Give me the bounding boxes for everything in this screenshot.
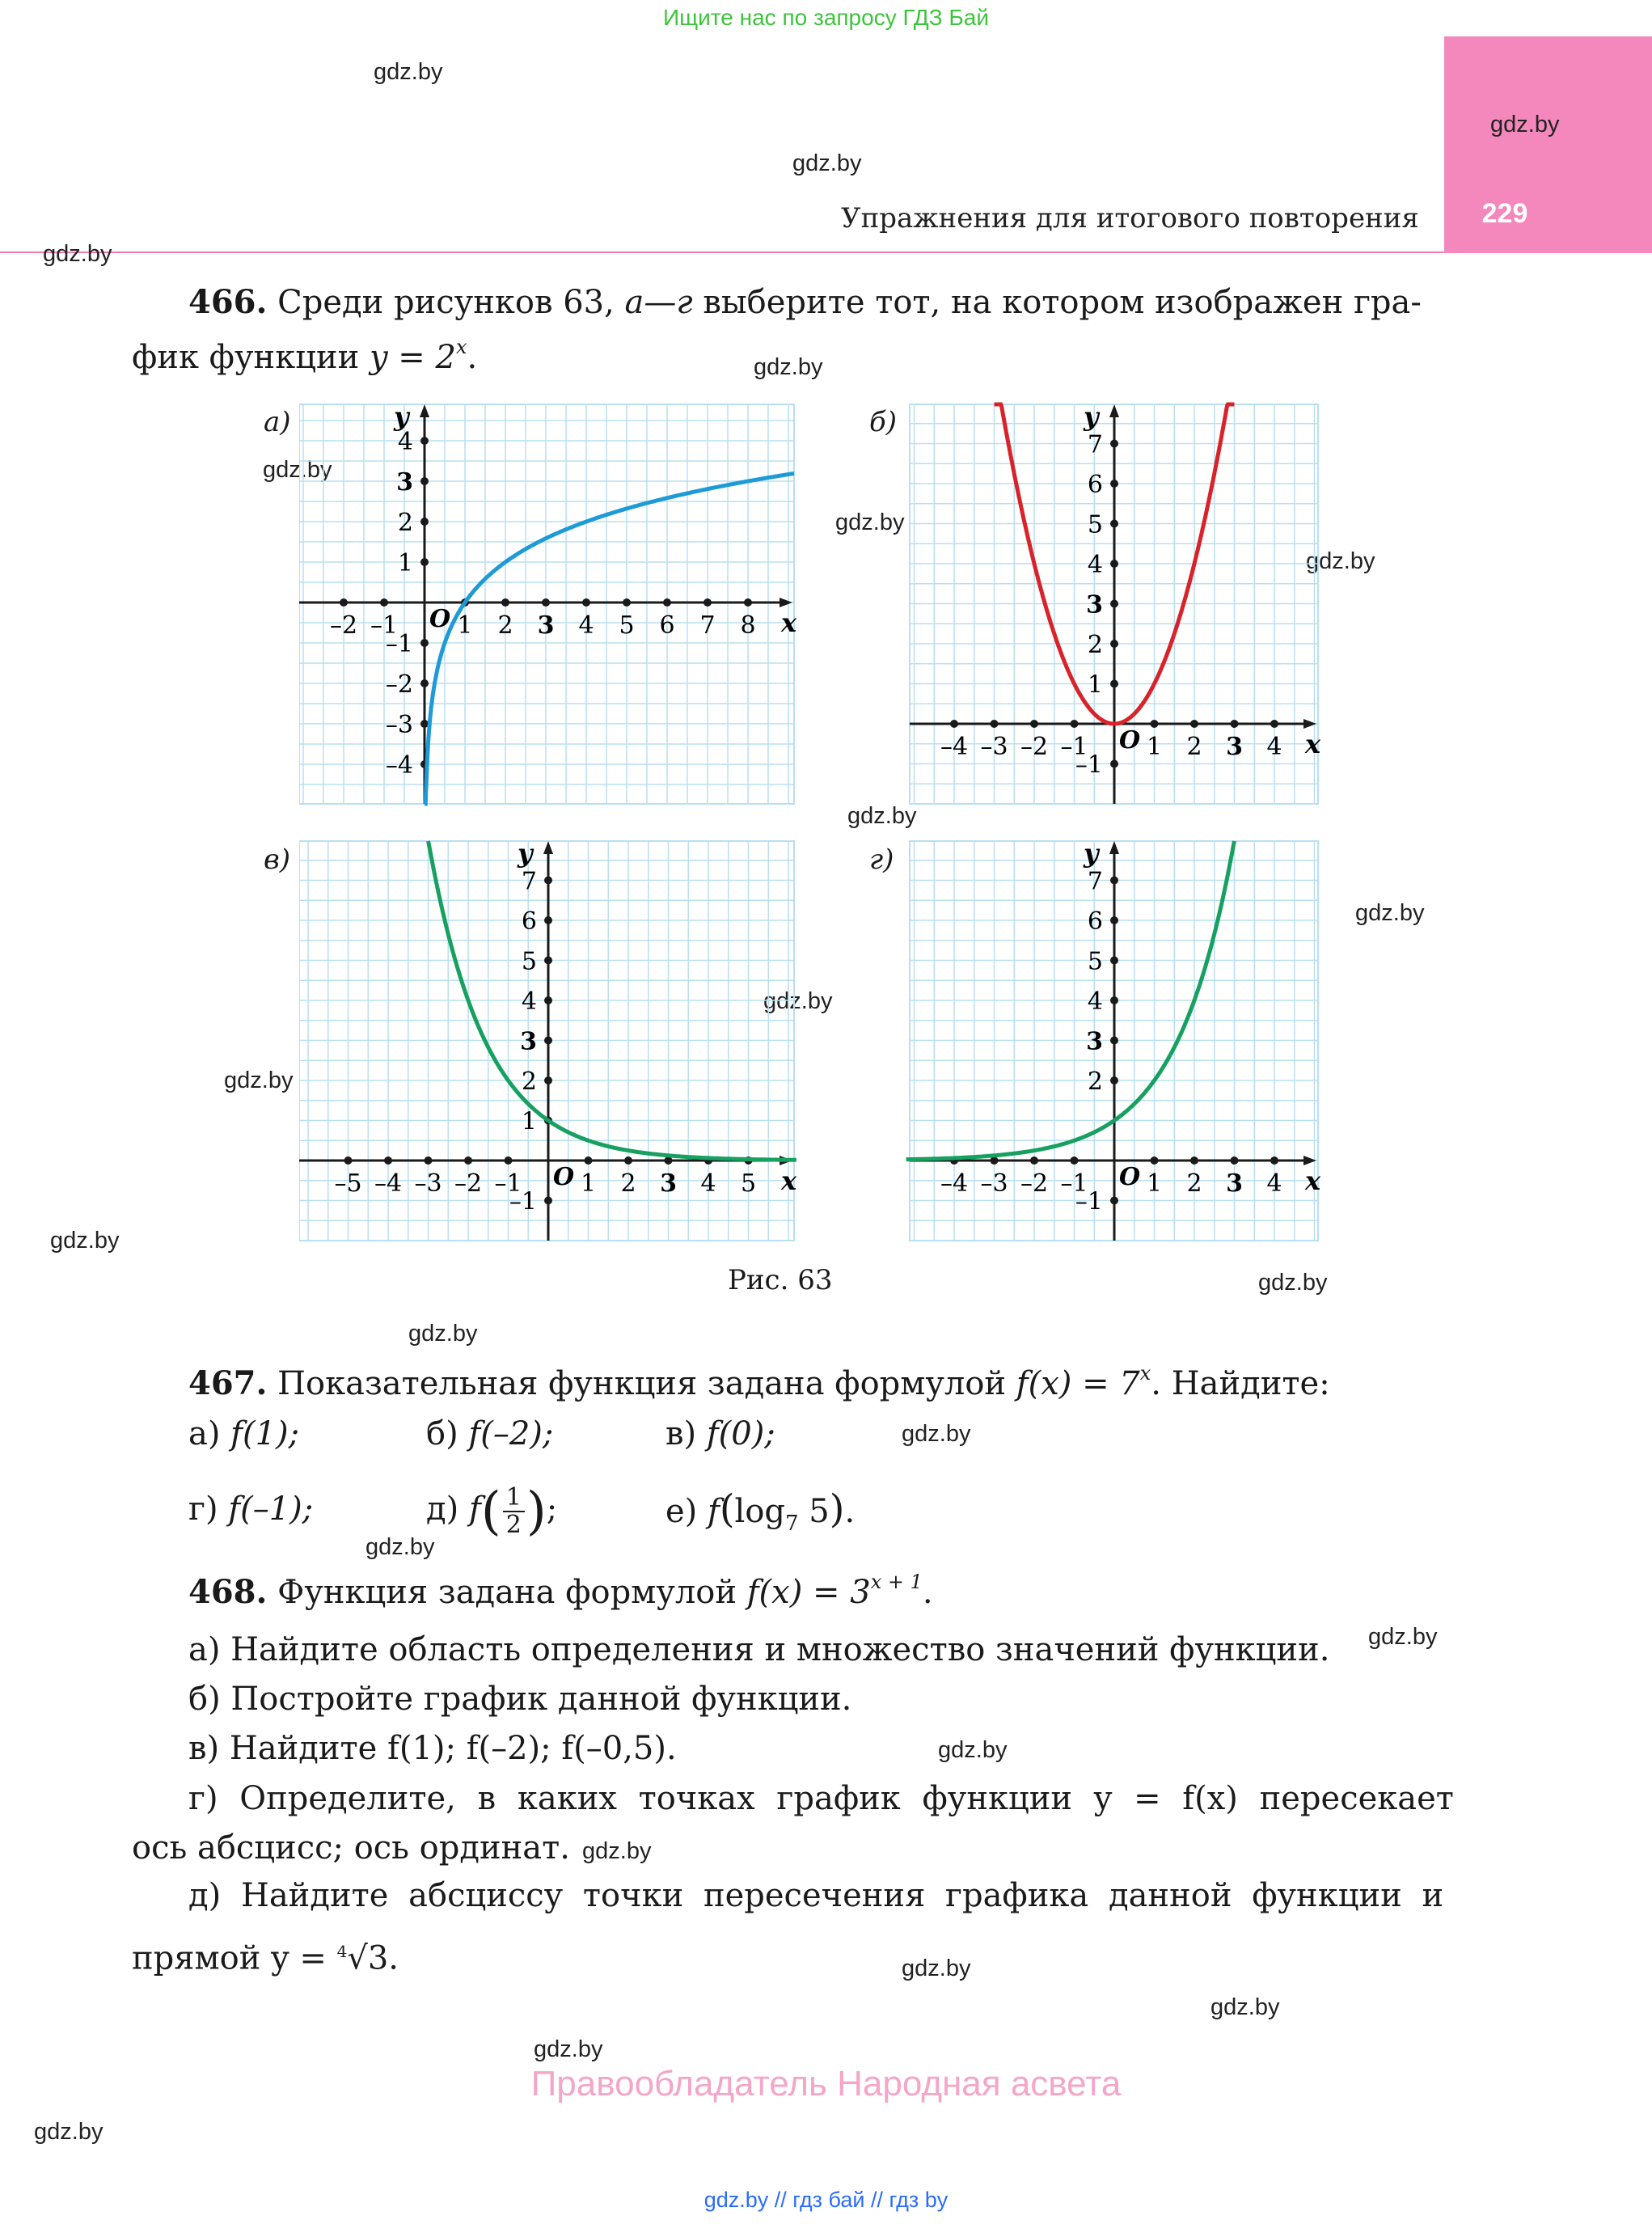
y-tick-label: 4	[1087, 987, 1103, 1016]
period: .	[388, 1939, 399, 1977]
ex466-text-end: выберите тот, на котором изображен гра-	[692, 284, 1422, 321]
ex466-exponent: x	[455, 336, 467, 358]
x-tick-dot	[505, 1156, 513, 1165]
paren-right: )	[526, 1482, 547, 1541]
item-expr: f(–1);	[228, 1490, 314, 1528]
x-tick-label: 3	[1226, 733, 1243, 761]
y-tick-dot	[1110, 520, 1118, 528]
top-banner: Ищите нас по запросу ГДЗ Бай	[662, 5, 990, 30]
ex467-item-v	[665, 1411, 775, 1457]
y-tick-dot	[1110, 877, 1118, 885]
x-tick-label: –2	[454, 1169, 483, 1198]
y-tick-label: 1	[521, 1107, 537, 1136]
y-axis-arrow	[420, 404, 429, 417]
y-tick-dot	[1110, 1076, 1118, 1085]
item-expr: f	[468, 1490, 481, 1528]
ex466-letters: а—г	[624, 284, 693, 321]
watermark: gdz.by	[34, 2119, 104, 2145]
y-tick-dot	[544, 1197, 552, 1205]
y-tick-label: –1	[1075, 1187, 1103, 1216]
y-tick-label: 5	[521, 947, 537, 976]
fraction-numerator: 1	[503, 1485, 525, 1512]
x-tick-label: 1	[457, 611, 473, 640]
x-tick-label: –2	[1020, 733, 1049, 761]
y-tick-label: 4	[1087, 551, 1103, 579]
watermark: gdz.by	[534, 2036, 603, 2062]
y-tick-dot	[420, 679, 429, 687]
rights-holder: Правообладатель Народная асвета	[530, 2064, 1122, 2103]
ex466-text2: фик функции	[132, 339, 370, 376]
ex467-text: Показательная функция задана формулой	[277, 1365, 1016, 1402]
ex466-formula: y = 2	[369, 339, 456, 376]
watermark: gdz.by	[50, 1228, 120, 1254]
x-tick-label: 3	[660, 1169, 677, 1198]
y-tick-dot	[544, 1037, 552, 1045]
y-tick-label: 6	[521, 907, 537, 936]
x-tick-dot	[585, 1156, 593, 1165]
function-curve	[425, 473, 794, 804]
x-tick-dot	[663, 598, 671, 607]
ex468-item-a: а) Найдите область определения и множество значений функции.	[188, 1631, 1330, 1668]
y-axis-label: y	[518, 838, 533, 869]
footer-links[interactable]: gdz.by // гдз бай // гдз by	[703, 2188, 949, 2212]
watermark: gdz.by	[792, 150, 862, 176]
x-tick-label: 2	[620, 1169, 636, 1198]
y-tick-label: 7	[1087, 430, 1103, 459]
x-tick-label: 1	[580, 1169, 597, 1198]
y-tick-dot	[1110, 600, 1118, 608]
log-text: log	[734, 1493, 786, 1530]
x-tick-dot	[623, 598, 631, 607]
ex468-line	[188, 1559, 933, 1615]
ex467-item-g	[188, 1486, 313, 1532]
x-tick-dot	[624, 1156, 632, 1165]
ex468-item-d: д) Найдите абсциссу точки пересечения графика данной функции и	[188, 1877, 1444, 1914]
x-tick-label: –3	[980, 1169, 1008, 1198]
x-axis-label: x	[781, 607, 797, 638]
y-tick-label: 3	[1086, 1027, 1103, 1056]
x-tick-dot	[1231, 1156, 1239, 1165]
x-tick-dot	[1071, 1156, 1079, 1165]
y-tick-dot	[420, 518, 429, 526]
page-number: 229	[1481, 198, 1528, 229]
x-tick-label: 1	[1146, 733, 1163, 761]
watermark: gdz.by	[1368, 1624, 1438, 1650]
ex468-exponent: x + 1	[870, 1571, 923, 1593]
x-tick-label: 4	[1266, 1169, 1282, 1198]
x-tick-label: 3	[537, 611, 555, 640]
item-suffix: .	[844, 1493, 856, 1530]
watermark: gdz.by	[938, 1737, 1008, 1763]
watermark: gdz.by	[582, 1838, 652, 1864]
x-tick-label: 2	[1186, 733, 1202, 761]
x-tick-dot	[1151, 720, 1159, 728]
x-tick-label: –2	[329, 611, 358, 640]
x-tick-label: –3	[414, 1169, 442, 1198]
x-tick-dot	[1190, 720, 1198, 728]
watermark: gdz.by	[763, 988, 833, 1014]
x-tick-label: 4	[1266, 733, 1282, 761]
ex466-period: .	[467, 339, 478, 376]
watermark: gdz.by	[1355, 900, 1425, 926]
item-label: д)	[426, 1490, 459, 1528]
ex468-text: Функция задана формулой	[277, 1574, 747, 1611]
item-expr: f(0);	[706, 1415, 775, 1452]
ex467-item-e: е) $f(\log_7$ 5).	[665, 1486, 856, 1536]
y-tick-dot	[1110, 680, 1118, 688]
y-tick-dot	[420, 437, 429, 445]
graph-b	[906, 400, 1326, 813]
y-tick-label: 5	[1087, 510, 1103, 539]
item-label: б)	[426, 1415, 458, 1452]
y-tick-label: –2	[385, 670, 413, 699]
x-tick-dot	[340, 598, 348, 607]
y-tick-dot	[1110, 440, 1118, 448]
y-tick-label: 3	[520, 1027, 537, 1056]
y-tick-dot	[1110, 640, 1118, 648]
x-tick-dot	[1190, 1156, 1198, 1165]
y-tick-dot	[1110, 916, 1118, 924]
y-tick-dot	[1110, 560, 1118, 568]
ex466-line1	[188, 280, 1422, 325]
x-tick-label: 5	[740, 1169, 757, 1198]
watermark: gdz.by	[847, 803, 917, 829]
x-tick-dot	[744, 598, 752, 607]
x-tick-dot	[991, 720, 999, 728]
x-tick-dot	[1270, 1156, 1278, 1165]
graph-a-letter: а)	[264, 406, 291, 438]
item-expr: f(1);	[230, 1415, 300, 1452]
x-tick-dot	[344, 1156, 353, 1165]
ex468-number: 468.	[188, 1573, 268, 1611]
x-tick-label: –4	[940, 733, 969, 761]
watermark: gdz.by	[754, 354, 823, 380]
watermark: gdz.by	[374, 59, 443, 85]
y-tick-dot	[420, 639, 429, 647]
graph-g	[906, 837, 1326, 1249]
x-tick-dot	[501, 598, 509, 607]
origin-label: O	[1119, 726, 1141, 755]
watermark: gdz.by	[408, 1321, 478, 1347]
x-tick-label: 4	[700, 1169, 716, 1198]
x-tick-label: 2	[497, 611, 513, 640]
x-tick-label: –1	[370, 611, 399, 640]
x-tick-label: –4	[940, 1169, 969, 1198]
graph-a	[299, 400, 801, 813]
x-tick-dot	[1270, 720, 1278, 728]
ex468-item-g: г) Определите, в каких точках график функции y = f(x) пересекает	[188, 1780, 1454, 1817]
graph-b-letter: б)	[869, 406, 898, 438]
ex468-item-b: б) Постройте график данной функции.	[188, 1681, 852, 1718]
item-label: г)	[188, 1490, 218, 1528]
x-tick-dot	[1030, 1156, 1038, 1165]
ex468-formula: f(x) = 3	[746, 1574, 871, 1611]
y-tick-label: 6	[1087, 907, 1103, 936]
watermark: gdz.by	[1210, 1994, 1280, 2020]
fraction-denominator: 2	[505, 1511, 522, 1539]
x-tick-dot	[703, 598, 712, 607]
ex466-text: Среди рисунков 63,	[277, 284, 625, 321]
y-axis-arrow	[1109, 841, 1119, 854]
y-tick-dot	[1110, 1197, 1118, 1205]
x-tick-label: –2	[1020, 1169, 1049, 1198]
x-tick-dot	[1231, 720, 1239, 728]
x-tick-dot	[464, 1156, 472, 1165]
watermark: gdz.by	[365, 1534, 435, 1560]
watermark: gdz.by	[902, 1421, 971, 1447]
running-header: Упражнения для итогового повторения	[841, 202, 1419, 235]
item-expr: f	[708, 1493, 720, 1530]
x-tick-label: –5	[334, 1169, 362, 1198]
y-tick-label: 2	[397, 509, 413, 537]
log-base: 7	[785, 1512, 799, 1536]
line-text: прямой y =	[132, 1939, 337, 1977]
y-tick-label: –4	[385, 751, 413, 780]
x-tick-label: 8	[740, 611, 756, 640]
ex466-line2	[132, 324, 477, 380]
x-tick-label: –3	[980, 733, 1008, 761]
watermark: gdz.by	[1306, 548, 1375, 574]
x-tick-dot	[542, 598, 550, 607]
item-label: а)	[188, 1415, 221, 1452]
x-tick-label: 4	[578, 611, 594, 640]
x-tick-label: –1	[1060, 1169, 1088, 1198]
ex468-item-v: в) Найдите f(1); f(–2); f(–0,5).	[188, 1730, 677, 1767]
y-tick-dot	[1110, 1037, 1118, 1045]
x-tick-label: 6	[659, 611, 675, 640]
graph-g-letter: г)	[869, 844, 894, 876]
y-tick-label: 3	[396, 468, 413, 497]
item-suffix: ;	[546, 1490, 558, 1528]
root-expr: √3	[347, 1939, 389, 1977]
y-tick-label: 4	[397, 428, 413, 456]
origin-label: O	[1119, 1163, 1141, 1191]
item-label: е)	[665, 1493, 698, 1530]
y-axis-label: y	[394, 401, 409, 432]
watermark: gdz.by	[224, 1068, 294, 1093]
fraction	[503, 1485, 525, 1538]
x-tick-label: 2	[1186, 1169, 1202, 1198]
watermark: gdz.by	[902, 1956, 971, 1981]
x-tick-label: 3	[1226, 1169, 1243, 1198]
watermark: gdz.by	[43, 241, 112, 267]
watermark: gdz.by	[1490, 112, 1560, 137]
ex466-number: 466.	[188, 283, 268, 321]
root-index: 4	[336, 1942, 348, 1961]
y-tick-label: 4	[521, 987, 537, 1016]
y-tick-label: –3	[385, 711, 413, 739]
watermark: gdz.by	[263, 457, 332, 483]
x-tick-label: –4	[374, 1169, 403, 1198]
item-label: в)	[665, 1415, 697, 1452]
y-tick-dot	[420, 477, 429, 485]
y-tick-dot	[544, 916, 552, 924]
origin-label: O	[429, 605, 451, 633]
y-tick-label: –1	[385, 630, 413, 658]
x-tick-dot	[1030, 720, 1038, 728]
y-tick-dot	[1110, 996, 1118, 1004]
x-tick-dot	[1151, 1156, 1159, 1165]
graph-v-letter: в)	[264, 844, 291, 876]
x-tick-dot	[950, 720, 958, 728]
y-tick-label: –1	[1075, 750, 1103, 780]
ex467-item-b	[426, 1411, 553, 1457]
log-arg: 5	[798, 1493, 830, 1530]
x-tick-label: –1	[1060, 733, 1088, 761]
origin-label: O	[553, 1163, 575, 1191]
y-tick-label: 6	[1087, 471, 1103, 499]
ex468-period: .	[922, 1574, 933, 1611]
ex467-number: 467.	[188, 1364, 268, 1402]
header-rule	[0, 252, 1444, 253]
graph-v	[299, 837, 801, 1249]
y-tick-label: 3	[1086, 590, 1103, 619]
x-tick-dot	[425, 1156, 433, 1165]
y-axis-arrow	[543, 841, 553, 854]
ex468-item-d-cont	[132, 1929, 399, 1981]
y-tick-label: 1	[1087, 670, 1103, 700]
y-tick-dot	[544, 1076, 552, 1085]
item-expr: f(–2);	[468, 1415, 554, 1452]
y-axis-label: y	[1084, 401, 1099, 432]
y-tick-dot	[544, 996, 552, 1004]
x-tick-label: 5	[619, 611, 635, 640]
x-tick-label: –1	[494, 1169, 522, 1198]
y-axis-label: y	[1084, 838, 1099, 869]
x-tick-dot	[1071, 720, 1079, 728]
ex468-item-g-cont: ось абсцисс; ось ординат.	[132, 1829, 570, 1867]
x-axis-label: x	[1305, 729, 1321, 759]
watermark: gdz.by	[1258, 1270, 1328, 1296]
x-tick-label: 1	[1146, 1169, 1163, 1198]
y-tick-label: 2	[521, 1068, 537, 1096]
ex467-item-a	[188, 1411, 299, 1457]
y-tick-dot	[1110, 480, 1118, 488]
x-axis-arrow	[780, 598, 792, 607]
y-axis-arrow	[1109, 404, 1119, 417]
x-tick-dot	[384, 1156, 392, 1165]
y-tick-label: 7	[1087, 867, 1103, 896]
y-tick-label: –1	[509, 1187, 537, 1216]
y-tick-dot	[1110, 760, 1118, 768]
x-tick-dot	[582, 598, 590, 607]
ex467-line	[188, 1351, 1330, 1406]
y-tick-dot	[1110, 957, 1118, 965]
x-tick-label: 7	[699, 611, 716, 640]
y-tick-dot	[420, 558, 429, 566]
y-tick-dot	[544, 877, 552, 885]
y-tick-label: 2	[1087, 1068, 1103, 1096]
x-axis-label: x	[781, 1165, 797, 1196]
y-tick-label: 2	[1087, 631, 1103, 659]
x-tick-dot	[380, 598, 388, 607]
y-tick-label: 1	[397, 549, 413, 577]
ex467-text-end: . Найдите:	[1151, 1365, 1330, 1402]
y-tick-dot	[544, 957, 552, 965]
ex467-formula: f(x) = 7	[1016, 1365, 1140, 1402]
y-tick-label: 5	[1087, 947, 1103, 976]
y-tick-label: 7	[521, 867, 537, 896]
x-axis-label: x	[1305, 1165, 1321, 1196]
ex467-item-d	[426, 1477, 557, 1541]
ex467-exponent: x	[1139, 1362, 1151, 1385]
figure-caption: Рис. 63	[728, 1264, 833, 1296]
paren-left: (	[480, 1482, 501, 1541]
watermark: gdz.by	[835, 509, 905, 535]
